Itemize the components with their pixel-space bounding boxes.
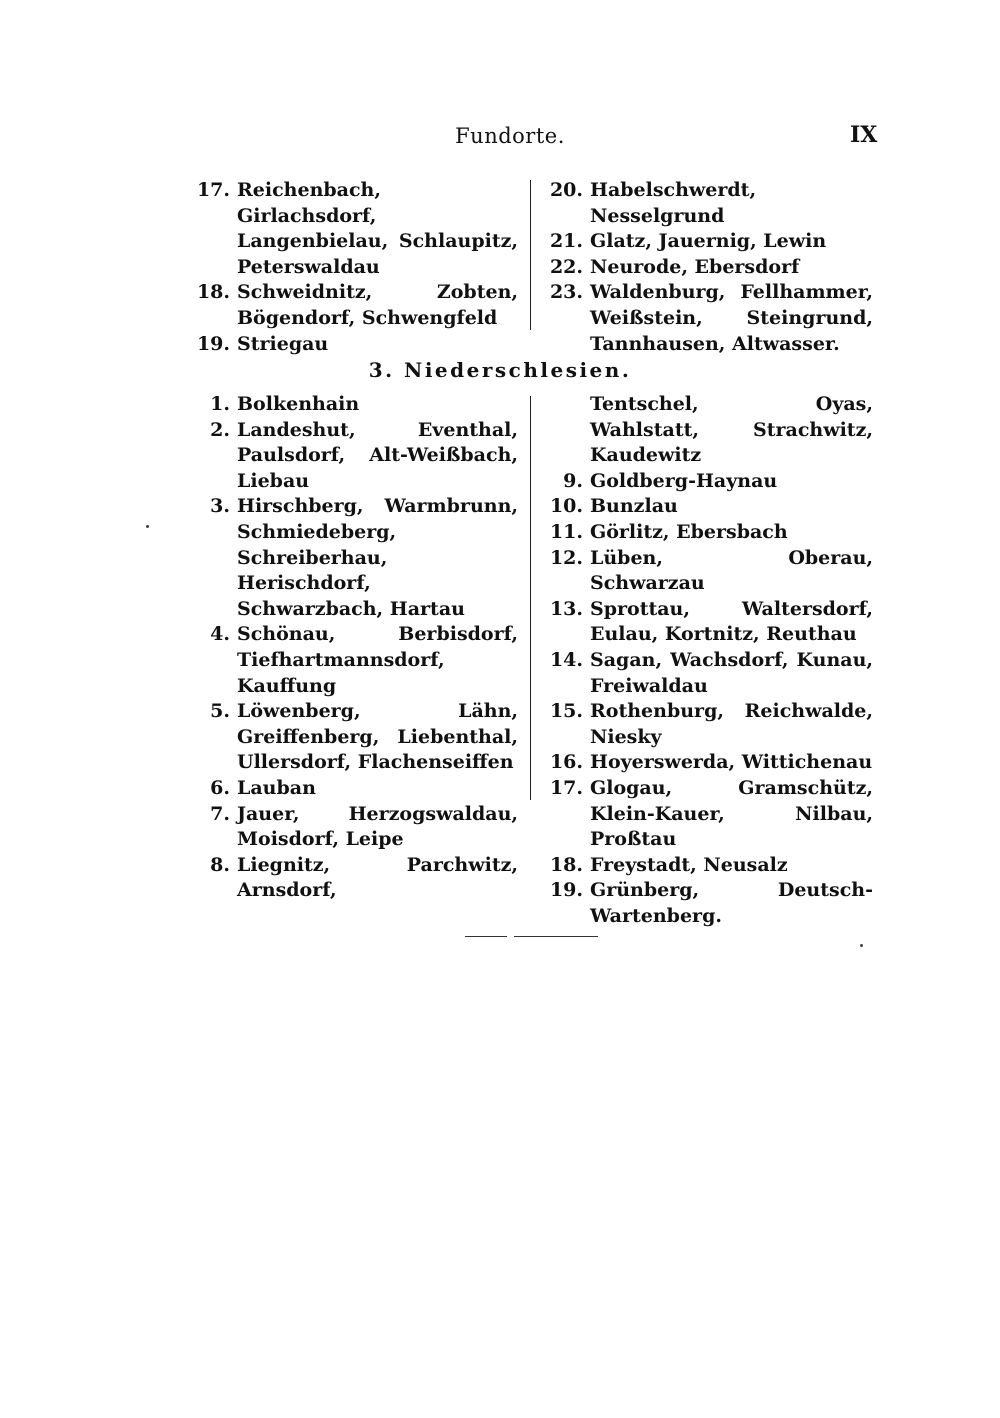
entry-text: Hirschberg, Warmbrunn, Schmiedeberg, Schreiberhau, Herischdorf, Schwarzbach, Hartau <box>237 495 518 620</box>
entry-number: 19. <box>196 332 230 355</box>
entry-number: 4. <box>210 623 230 646</box>
list-item <box>543 546 873 597</box>
list-item <box>543 699 873 750</box>
entry-number: 11. <box>549 520 583 543</box>
entry-text: Freystadt, Neusalz <box>590 853 788 876</box>
entry-number: 15. <box>549 700 583 723</box>
list-item <box>543 750 873 776</box>
section-top <box>190 178 880 355</box>
entry-number: 18. <box>196 281 230 304</box>
page-number: IX <box>850 122 878 148</box>
list-item <box>543 878 873 929</box>
list-item <box>190 392 518 418</box>
entry-number: 7. <box>210 802 230 825</box>
entry-number: 18. <box>549 853 583 876</box>
list-item <box>190 853 518 904</box>
entry-text: Bunzlau <box>590 495 678 518</box>
section-bottom-right-column <box>543 392 873 929</box>
entry-text: Jauer, Herzogswaldau, Moisdorf, Leipe <box>237 802 518 851</box>
entry-number: 22. <box>549 255 583 278</box>
list-item <box>543 494 873 520</box>
entry-text: Neurode, Ebersdorf <box>590 255 800 278</box>
section-top-left-column <box>190 178 518 357</box>
entry-number: 17. <box>196 179 230 201</box>
list-item <box>543 648 873 699</box>
entry-text: Görlitz, Ebersbach <box>590 520 788 543</box>
entry-number: 16. <box>549 751 583 774</box>
entry-number: 10. <box>549 495 583 518</box>
entry-number: 13. <box>549 597 583 620</box>
entry-number: 2. <box>210 418 230 441</box>
section-top-right-column <box>543 178 873 357</box>
entry-text: Löwenberg, Lähn, Greiffenberg, Liebenthal, Ullersdorf, Flachenseiffen <box>237 700 518 774</box>
entry-text: Lauban <box>237 776 316 799</box>
list-item <box>190 699 518 776</box>
list-item <box>190 178 518 280</box>
entry-number: 9. <box>563 469 583 492</box>
entry-text: Landeshut, Eventhal, Paulsdorf, Alt-Weißbach, Liebau <box>237 418 518 492</box>
entry-number: 21. <box>549 230 583 253</box>
list-item <box>190 418 518 495</box>
entry-text: Goldberg-Haynau <box>590 469 778 492</box>
entry-text: Reichenbach, Girlachsdorf, Langenbielau, Schlaupitz, Peterswaldau <box>237 179 518 278</box>
entry-text: Glatz, Jauernig, Lewin <box>590 230 827 253</box>
list-item <box>543 178 873 229</box>
entry-number: 5. <box>210 700 230 723</box>
scan-speck <box>146 525 149 528</box>
list-item <box>543 469 873 495</box>
entry-text: Grünberg, Deutsch-Wartenberg. <box>590 879 873 927</box>
list-item <box>190 622 518 699</box>
entry-text: Liegnitz, Parchwitz, Arnsdorf, <box>237 853 518 902</box>
column-divider <box>530 396 531 800</box>
entry-text: Striegau <box>237 332 329 355</box>
entry-number: 20. <box>549 179 583 201</box>
end-rule-short <box>465 936 507 937</box>
entry-text: Glogau, Gramschütz, Klein-Kauer, Nilbau, Proßtau <box>590 776 873 851</box>
list-item <box>190 776 518 802</box>
list-item <box>543 392 873 469</box>
column-divider <box>530 180 531 330</box>
entry-number: 12. <box>549 546 583 569</box>
section-bottom-left-column <box>190 392 518 904</box>
entry-text: Waldenburg, Fellhammer, Weißstein, Steingrund, Tannhausen, Altwasser. <box>590 281 873 355</box>
list-item <box>190 802 518 853</box>
list-item <box>543 520 873 546</box>
section-heading: 3. Niederschlesien. <box>368 358 632 382</box>
page-header-title: Fundorte. <box>455 124 565 148</box>
entry-number: 6. <box>210 776 230 799</box>
entry-number: 17. <box>549 776 583 799</box>
entry-text: Schweidnitz, Zobten, Bögendorf, Schwengfeld <box>237 281 518 329</box>
entry-text: Sprottau, Waltersdorf, Eulau, Kortnitz, Reuthau <box>590 597 873 646</box>
list-item <box>543 280 873 357</box>
list-item <box>543 229 873 255</box>
entry-text: Sagan, Wachsdorf, Kunau, Freiwaldau <box>590 648 873 697</box>
list-item <box>543 776 873 853</box>
entry-text: Lüben, Oberau, Schwarzau <box>590 546 873 595</box>
list-item <box>190 332 518 358</box>
entry-text: Schönau, Berbisdorf, Tiefhartmannsdorf, Kauffung <box>237 623 518 697</box>
entry-number <box>543 392 590 469</box>
list-item <box>190 280 518 331</box>
entry-number: 14. <box>549 648 583 671</box>
list-item <box>543 255 873 281</box>
entry-number: 8. <box>210 853 230 876</box>
entry-number: 19. <box>549 879 583 902</box>
list-item <box>190 494 518 622</box>
entry-text: Bolkenhain <box>237 393 360 415</box>
entry-number: 23. <box>549 281 583 304</box>
entry-text: Habelschwerdt, Nesselgrund <box>590 179 757 227</box>
entry-text: Rothenburg, Reichwalde, Niesky <box>590 700 873 748</box>
end-rule-long <box>514 936 598 937</box>
section-bottom <box>190 392 880 927</box>
entry-text: Tentschel, Oyas, Wahlstatt, Strachwitz, Kaudewitz <box>590 393 873 467</box>
entry-number: 3. <box>210 495 230 518</box>
entry-text: Hoyerswerda, Wittichenau <box>590 751 873 774</box>
scan-speck <box>860 944 863 947</box>
list-item <box>543 853 873 879</box>
entry-number: 1. <box>210 393 230 415</box>
list-item <box>543 597 873 648</box>
